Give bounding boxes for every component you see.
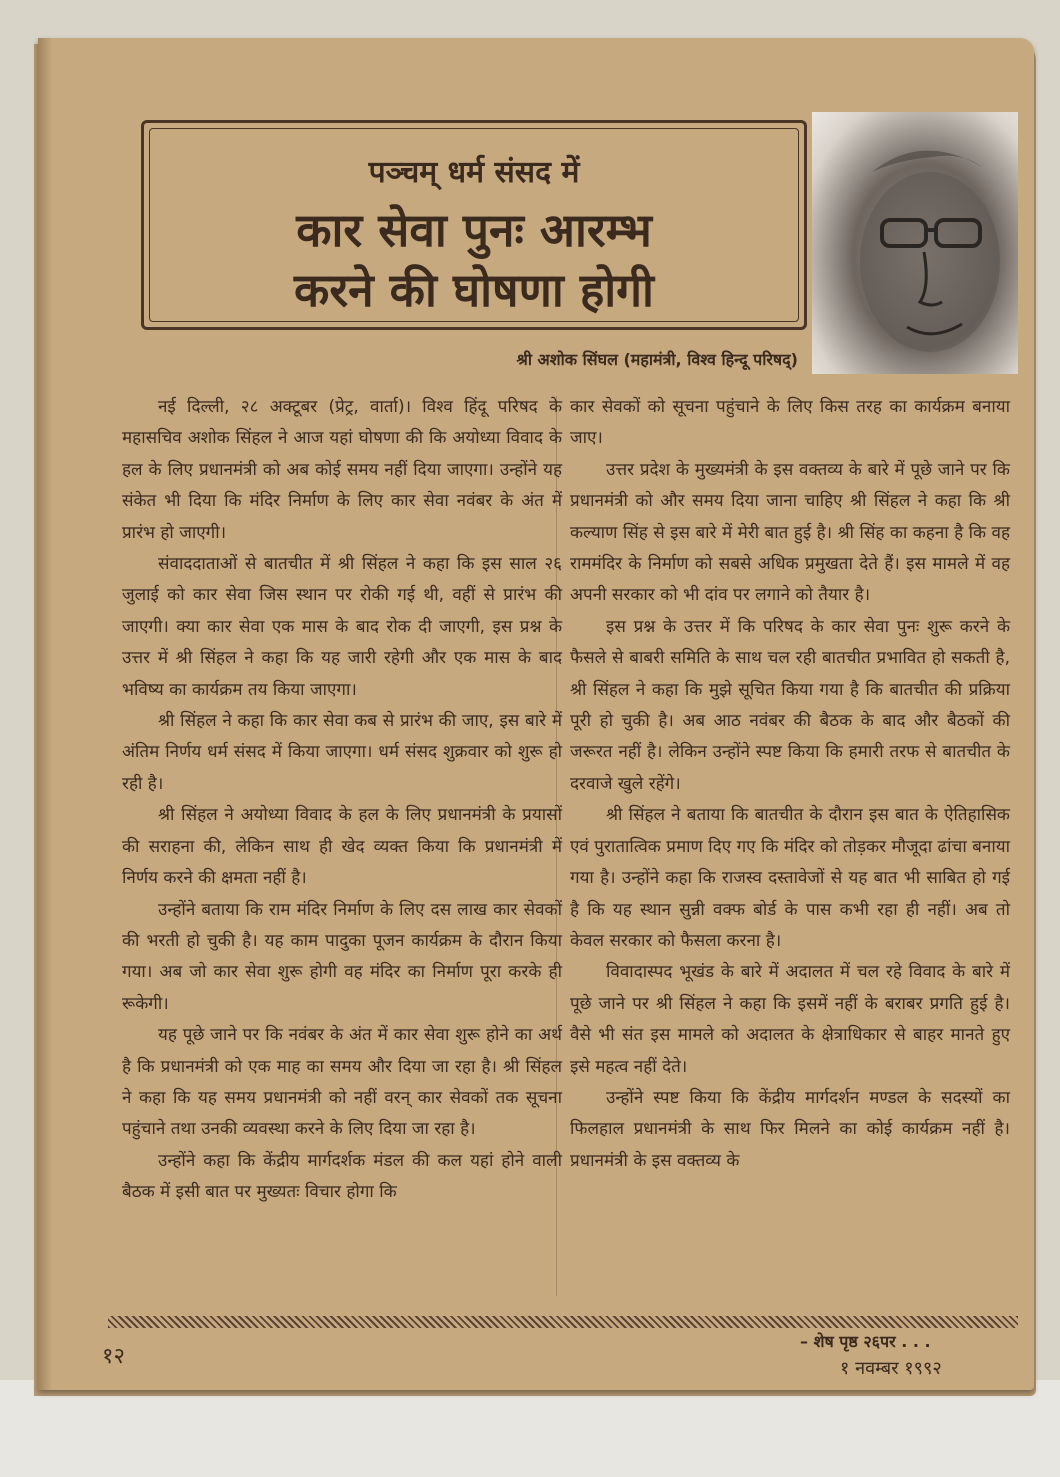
- right-paragraph: उत्तर प्रदेश के मुख्यमंत्री के इस वक्तव्य के बारे में पूछे जाने पर कि प्रधानमंत्री को और समय दिया जाना चाहिए श्री सिंहल ने कहा कि श्री कल्याण सिंह से इस बारे में मेरी बात हुई है। श्री सिंह का कहना है कि वह राममंदिर के निर्माण को सबसे अधिक प्रमुखता देते हैं। इस मामले में वह अपनी सरकार को भी दांव पर लगाने को तैयार है।: [570, 459, 1010, 606]
- author-photo: [812, 112, 1018, 374]
- left-paragraph: उन्होंने कहा कि केंद्रीय मार्गदर्शक मंडल की कल यहां होने वाली बैठक में इसी बात पर मुख्यतः विचार होगा कि: [122, 1150, 562, 1203]
- left-paragraph: श्री सिंहल ने अयोध्या विवाद के हल के लिए प्रधानमंत्री के प्रयासों की सराहना की, लेकिन साथ ही खेद व्यक्त किया कि प्रधानमंत्री में निर्णय करने की क्षमता नहीं है।: [122, 805, 562, 889]
- headline-title-line1: कार सेवा पुनः आरम्भ: [296, 203, 652, 257]
- left-column: [122, 392, 562, 1209]
- page-number: १२: [102, 1344, 125, 1369]
- right-paragraph: इस प्रश्न के उत्तर में कि परिषद के कार सेवा पुनः शुरू करने के फैसले से बाबरी समिति के साथ चल रही बातचीत प्रभावित हो सकती है, श्री सिंहल ने कहा कि मुझे सूचित किया गया है कि बातचीत की प्रक्रिया पूरी हो चुकी है। अब आठ नवंबर की बैठक के बाद और बैठकों की जरूरत नहीं है। लेकिन उन्होंने स्पष्ट किया कि हमारी तरफ से बातचीत के दरवाजे खुले रहेंगे।: [570, 616, 1010, 794]
- headline-kicker: पञ्चम् धर्म संसद में: [368, 155, 580, 190]
- right-paragraph: श्री सिंहल ने बताया कि बातचीत के दौरान इस बात के ऐतिहासिक एवं पुरातात्विक प्रमाण दिए गए कि मंदिर को तोड़कर मौजूदा ढांचा बनाया गया है। उन्होंने कहा कि राजस्व दस्तावेजों से यह बात भी साबित हो गई है कि यह स्थान सुन्नी वक्फ बोर्ड के पास कभी रहा ही नहीं। अब तो केवल सरकार को फैसला करना है।: [570, 805, 1010, 951]
- author-photo-portrait: [812, 112, 1018, 374]
- left-paragraph: संवाददाताओं से बातचीत में श्री सिंहल ने कहा कि इस साल २६ जुलाई को कार सेवा जिस स्थान पर रोकी गई थी, वहीं से प्रारंभ की जाएगी। क्या कार सेवा एक मास के बाद रोक दी जाएगी, इस प्रश्न के उत्तर में श्री सिंहल ने कहा कि यह जारी रहेगी और एक मास के बाद भविष्य का कार्यक्रम तय किया जाएगा।: [122, 554, 562, 700]
- byline: श्री अशोक सिंघल (महामंत्री, विश्व हिन्दू परिषद्): [516, 350, 798, 369]
- right-paragraph: विवादास्पद भूखंड के बारे में अदालत में चल रहे विवाद के बारे में पूछे जाने पर श्री सिंहल ने कहा कि इसमें नहीं के बराबर प्रगति हुई है। वैसे भी संत इस मामले को अदालत के क्षेत्राधिकार से बाहर मानते हुए इसे महत्व नहीं देते।: [570, 962, 1010, 1077]
- left-paragraph: यह पूछे जाने पर कि नवंबर के अंत में कार सेवा शुरू होने का अर्थ है कि प्रधानमंत्री को एक माह का समय और दिया जा रहा है। श्री सिंहल ने कहा कि यह समय प्रधानमंत्री को नहीं वरन् कार सेवकों तक सूचना पहुंचाने तथा उनकी व्यवस्था करने के लिए दिया जा रहा है।: [122, 1025, 562, 1140]
- left-paragraph: श्री सिंहल ने कहा कि कार सेवा कब से प्रारंभ की जाए, इस बारे में अंतिम निर्णय धर्म संसद में किया जाएगा। धर्म संसद शुक्रवार को शुरू हो रही है।: [122, 711, 562, 794]
- page-gutter-shadow: [38, 38, 52, 1390]
- right-paragraph: उन्होंने स्पष्ट किया कि केंद्रीय मार्गदर्शन मण्डल के सदस्यों का फिलहाल प्रधानमंत्री के साथ फिर मिलने का कोई कार्यक्रम नहीं है। प्रधानमंत्री के इस वक्तव्य के: [570, 1087, 1010, 1171]
- headline-title: [149, 200, 799, 320]
- left-paragraph: नई दिल्ली, २८ अक्टूबर (प्रेट्र, वार्ता)। विश्व हिंदू परिषद के महासचिव अशोक सिंहल ने आज यहां घोषणा की कि अयोध्या विवाद के हल के लिए प्रधानमंत्री को अब कोई समय नहीं दिया जाएगा। उन्होंने यह संकेत भी दिया कि मंदिर निर्माण के लिए कार सेवा नवंबर के अंत में प्रारंभ हो जाएगी।: [122, 397, 562, 543]
- footer-hatched-rule: [108, 1316, 1018, 1328]
- headline-title-line2: करने की घोषणा होगी: [294, 263, 654, 317]
- right-column: [570, 392, 1010, 1177]
- right-paragraph-lead: कार सेवकों को सूचना पहुंचाने के लिए किस तरह का कार्यक्रम बनाया जाए।: [570, 397, 1010, 449]
- issue-date: १ नवम्बर १९९२: [840, 1358, 942, 1379]
- left-paragraph: उन्होंने बताया कि राम मंदिर निर्माण के लिए दस लाख कार सेवकों की भरती हो चुकी है। यह काम पादुका पूजन कार्यक्रम के दौरान किया गया। अब जो कार सेवा शुरू होगी वह मंदिर का निर्माण पूरा करके ही रूकेगी।: [122, 899, 562, 1014]
- continued-note: – शेष पृष्ठ २६पर . . .: [800, 1332, 931, 1351]
